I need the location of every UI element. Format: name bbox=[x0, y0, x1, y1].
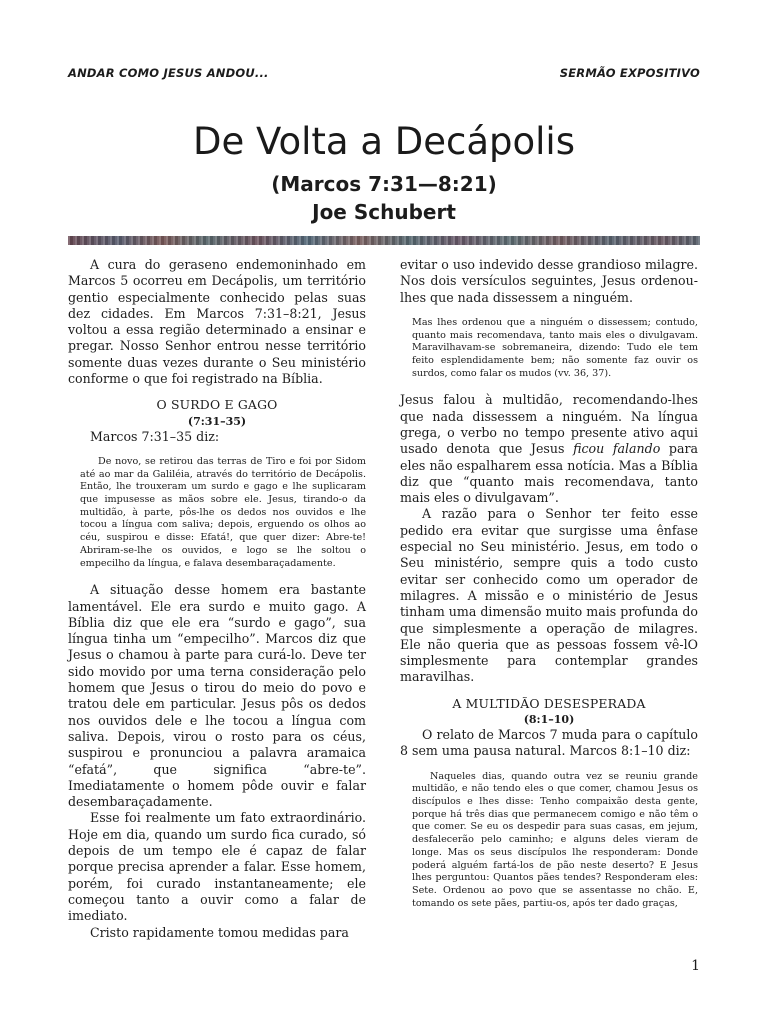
paragraph bbox=[400, 392, 698, 506]
page-number: 1 bbox=[691, 958, 700, 974]
block-quote: Mas lhes ordenou que a ninguém o dissessem; contudo, quanto mais recomendava, tanto mais eles o divulgavam. Maravilhavam-se sobremaneira, dizendo: Tudo ele tem feito esplendidamente bem; não somente faz ouvir os surdos, como falar os mudos (vv. 36, 37). bbox=[412, 316, 698, 379]
section-heading: A MULTIDÃO DESESPERADA bbox=[452, 695, 646, 711]
paragraph-text: Jesus falou à multidão, recomendando-lhes que nada dissessem a ninguém. Na língua grega, o verbo no tempo presente ativo aqui usado denota que Jesus bbox=[400, 392, 698, 457]
paragraph: A situação desse homem era bastante lamentável. Ele era surdo e muito gago. A Bíblia diz que ele era “surdo e gago”, sua língua tinha um “empecilho”. Marcos diz que Jesus o chamou à parte para curá-lo. Deve ter sido movido por uma terna consideração pelo homem que Jesus o tirou do meio do povo e tratou dele em particular. Jesus pôs os dedos nos ouvidos dele e lhe tocou a língua com saliva. Depois, virou o rosto para os céus, suspirou e pronunciou a palavra aramaica “efatá”, que significa “abre-te”. Imediatamente o homem pôde ouvir e falar desembaraçadamente. bbox=[68, 582, 366, 810]
paragraph: Marcos 7:31–35 diz: bbox=[90, 428, 220, 444]
decorative-divider-bar bbox=[68, 236, 700, 245]
section-reference: (8:1–10) bbox=[523, 713, 575, 727]
paragraph: A razão para o Senhor ter feito esse pedido era evitar que surgisse uma ênfase especial no Seu ministério. Jesus, em todo o Seu ministério, sempre quis a todo custo evitar ser conhecido como um operador de milagres. A missão e o ministério de Jesus tinham uma dimensão muito mais profunda do que simplesmente a operação de milagres. Ele não queria que as pessoas fossem vê-lO simplesmente para contemplar grandes maravilhas. bbox=[400, 506, 698, 685]
paragraph: Cristo rapidamente tomou medidas para bbox=[90, 924, 349, 940]
paragraph: Esse foi realmente um fato extraordinário. Hoje em dia, quando um surdo fica curado, só depois de um tempo ele é capaz de falar porque precisa aprender a falar. Esse homem, porém, foi curado instantaneamente; ele começou tanto a ouvir como a falar de imediato. bbox=[68, 810, 366, 924]
author-name: Joe Schubert bbox=[312, 200, 456, 224]
right-column bbox=[400, 257, 698, 922]
section-heading: O SURDO E GAGO bbox=[156, 397, 278, 413]
paragraph: evitar o uso indevido desse grandioso milagre. Nos dois versículos seguintes, Jesus ordenou-lhes que nada dissessem a ninguém. bbox=[400, 257, 698, 305]
article-title: De Volta a Decápolis bbox=[193, 120, 575, 163]
block-quote: De novo, se retirou das terras de Tiro e foi por Sidom até ao mar da Galiléia, através do território de Decápolis. Então, lhe trouxeram um surdo e gago e lhe suplicaram que impusesse as mãos sobre ele. Jesus, tirando-o da multidão, à parte, pôs-lhe os dedos nos ouvidos e lhe tocou a língua com saliva; depois, erguendo os olhos ao céu, suspirou e disse: Efatá!, que quer dizer: Abre-te! Abriram-se-lhe os ouvidos, e logo se lhe soltou o empecilho da língua, e falava desembaraçadamente. bbox=[80, 455, 366, 569]
emphasis-text: ficou falando bbox=[573, 441, 661, 457]
running-header-right: SERMÃO EXPOSITIVO bbox=[559, 66, 700, 80]
block-quote: Naqueles dias, quando outra vez se reuniu grande multidão, e não tendo eles o que comer, chamou Jesus os discípulos e lhes disse: Tenho compaixão desta gente, porque há três dias que permanecem comigo e não têm o que comer. Se eu os despedir para suas casas, em jejum, desfalecerão pelo caminho; e alguns deles vieram de longe. Mas os seus discípulos lhe responderam: Donde poderá alguém fartá-los de pão neste deserto? E Jesus lhes perguntou: Quantos pães tendes? Responderam eles: Sete. Ordenou ao povo que se assentasse no chão. E, tomando os sete pães, partiu-os, após ter dado graças, bbox=[412, 770, 698, 909]
running-header-left: ANDAR COMO JESUS ANDOU... bbox=[68, 66, 269, 80]
scripture-reference: (Marcos 7:31—8:21) bbox=[271, 172, 497, 196]
section-reference: (7:31–35) bbox=[187, 414, 247, 428]
paragraph: A cura do geraseno endemoninhado em Marcos 5 ocorreu em Decápolis, um território gentio especialmente conhecido pelas suas dez cidades. Em Marcos 7:31–8:21, Jesus voltou a essa região determinado a ensinar e pregar. Nosso Senhor entrou nesse território somente duas vezes durante o Seu ministério conforme o que foi registrado na Bíblia. bbox=[68, 257, 366, 387]
left-column bbox=[68, 257, 366, 941]
paragraph: O relato de Marcos 7 muda para o capítulo 8 sem uma pausa natural. Marcos 8:1–10 diz: bbox=[400, 727, 698, 759]
paragraph-text: para eles não espalharem essa notícia. Mas a Bíblia diz que “quanto mais recomendava, tanto mais eles o divulgavam”. bbox=[400, 441, 698, 506]
